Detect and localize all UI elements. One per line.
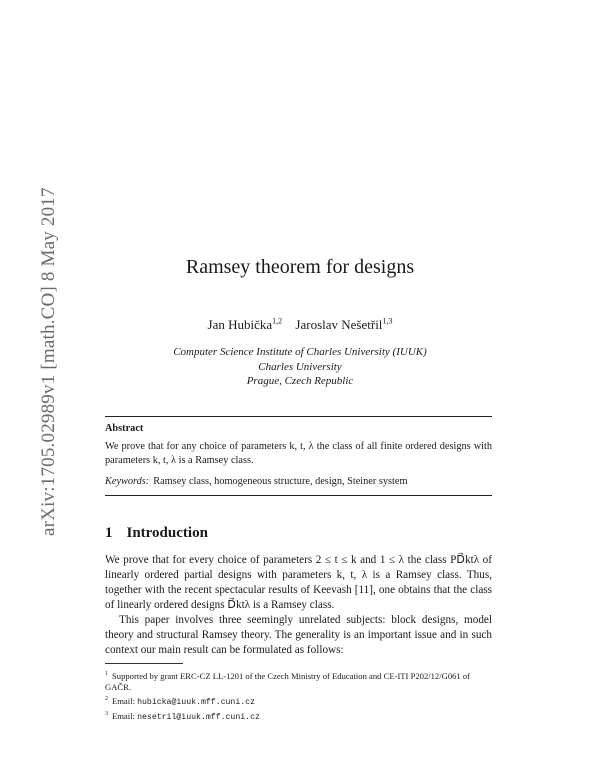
footnotes — [105, 669, 495, 723]
abstract-text: We prove that for any choice of parameters k, t, λ the class of all finite ordered designs with parameters k, t, λ is a Ramsey class. — [105, 441, 492, 466]
author-nesetril — [295, 317, 392, 332]
abstract-heading: Abstract — [105, 423, 144, 434]
paragraph-1: We prove that for every choice of parameters 2 ≤ t ≤ k and 1 ≤ λ the class PD⃗ktλ of linearly ordered partial designs with parameters k, t, λ is a Ramsey class. Thus, together with the recent spectacular results of Keevash [11], one obtains that the class of linearly ordered designs D⃗ktλ is a Ramsey class. — [105, 554, 492, 611]
section-number: 1 — [105, 525, 113, 541]
affiliation — [0, 345, 600, 389]
affiliation-institute: Computer Science Institute of Charles University (IUUK) — [173, 346, 427, 358]
email-link-nesetril[interactable]: nesetril@iuuk.mff.cuni.cz — [137, 712, 260, 722]
author-hubicka — [208, 317, 283, 332]
author-affiliation-marks: 1,2 — [272, 317, 283, 326]
author-list — [0, 317, 600, 333]
arxiv-identifier[interactable]: arXiv:1705.02989v1 [math.CO] 8 May 2017 — [38, 187, 59, 536]
email-link-hubicka[interactable]: hubicka@iuuk.mff.cuni.cz — [137, 697, 255, 707]
footnote-text: Supported by grant ERC-CZ LL-1201 of the Czech Ministry of Education and CE-ITI P202/12/G061 of GAČR. — [105, 670, 471, 693]
footnote-mark: 2 — [105, 696, 108, 703]
footnote-mark: 3 — [105, 710, 108, 717]
section-body — [105, 553, 492, 658]
keywords-list: Ramsey class, homogeneous structure, design, Steiner system — [153, 476, 408, 487]
footnote-label: Email: — [112, 695, 135, 706]
keywords-label: Keywords: — [105, 476, 150, 487]
footnote-1 — [105, 669, 495, 694]
footnote-label: Email: — [112, 710, 135, 721]
abstract-box — [105, 416, 492, 496]
affiliation-city: Prague, Czech Republic — [246, 375, 354, 387]
keywords — [105, 475, 492, 489]
author-name: Jan Hubička — [207, 317, 273, 333]
footnote-mark: 1 — [105, 671, 108, 677]
footnote-3 — [105, 709, 495, 723]
section-heading — [105, 525, 208, 542]
author-name: Jaroslav Nešetřil — [295, 317, 383, 333]
paragraph-2: This paper involves three seemingly unrelated subjects: block designs, model theory and structural Ramsey theory. The generality is an important issue and in such context our main result can be formulated as follows: — [105, 614, 492, 656]
affiliation-university: Charles University — [258, 360, 342, 373]
author-affiliation-marks: 1,3 — [382, 317, 393, 326]
section-title: Introduction — [126, 525, 208, 541]
footnote-2 — [105, 694, 495, 708]
paper-title: Ramsey theorem for designs — [185, 256, 415, 278]
footnote-divider — [105, 663, 183, 664]
